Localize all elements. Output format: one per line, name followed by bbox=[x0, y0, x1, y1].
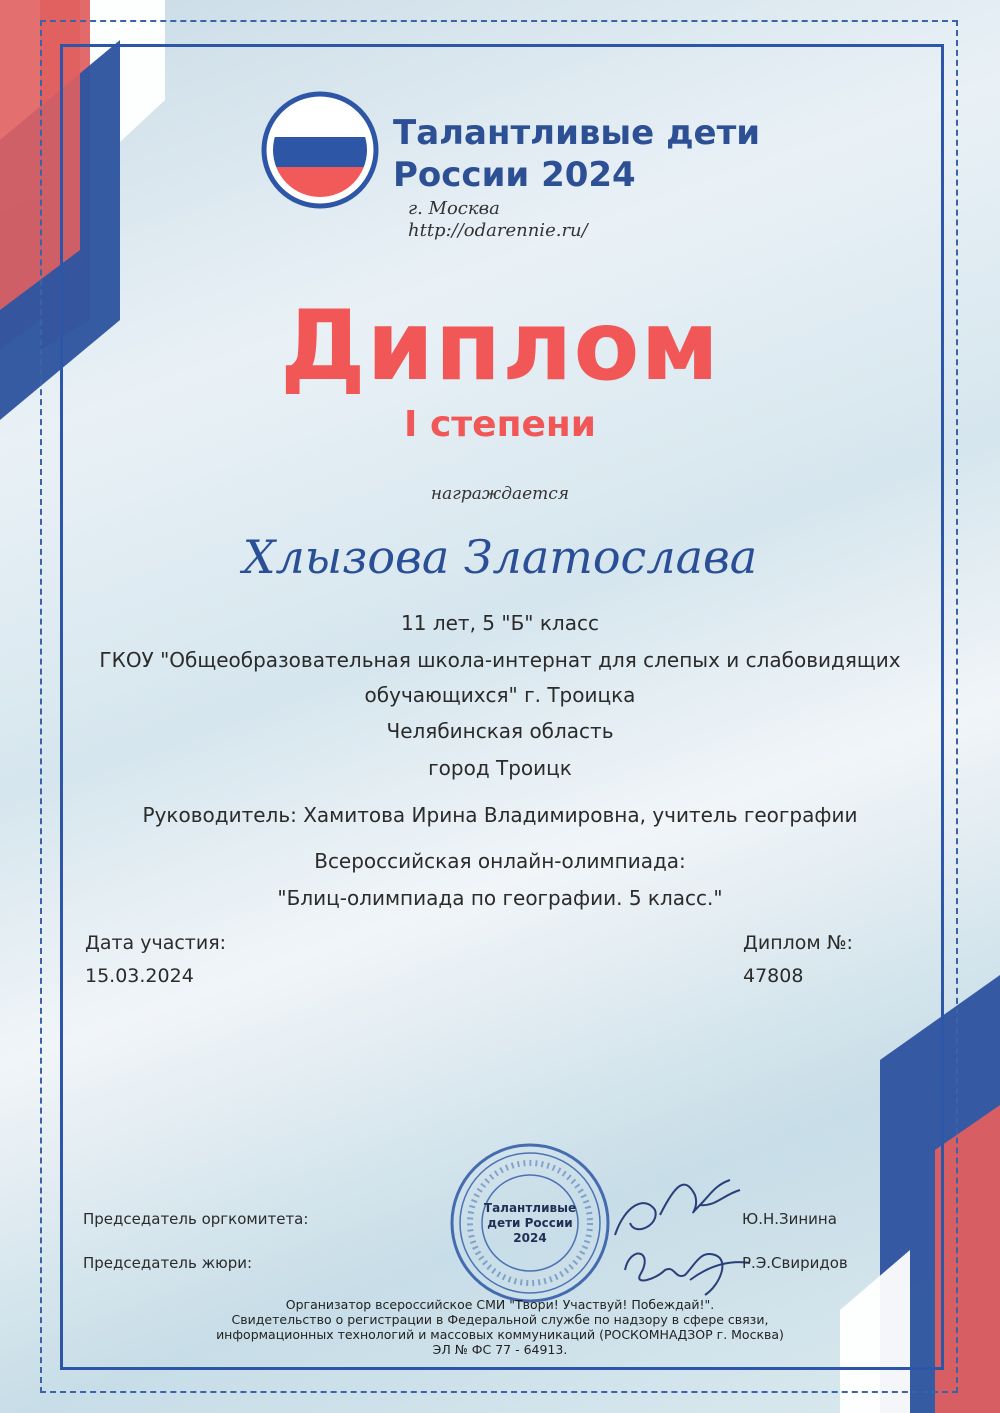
stamp-line2: дети России bbox=[487, 1216, 573, 1230]
chair-jury-name: Р.Э.Свиридов bbox=[742, 1254, 848, 1272]
chair-jury-label: Председатель жюри: bbox=[83, 1254, 253, 1272]
event-line1: Всероссийская онлайн-олимпиада: bbox=[314, 849, 686, 873]
logo-address bbox=[408, 198, 588, 242]
recipient-name: Хлызова Златослава bbox=[242, 530, 758, 584]
russia-flag-logo-icon bbox=[261, 91, 379, 209]
number-value: 47808 bbox=[743, 965, 804, 987]
logo-city: г. Москва bbox=[408, 198, 500, 219]
date-label: Дата участия: bbox=[85, 932, 227, 954]
stamp-line1: Талантливые bbox=[483, 1201, 577, 1215]
chair-org-label: Председатель оргкомитета: bbox=[83, 1210, 309, 1228]
awarded-label: награждается bbox=[430, 484, 570, 504]
school-line2: обучающихся" г. Троицка bbox=[364, 683, 636, 707]
footer bbox=[0, 1297, 1000, 1357]
number-label: Диплом №: bbox=[743, 932, 853, 954]
stamp-line3: 2024 bbox=[513, 1231, 547, 1245]
logo-title-line2: России 2024 bbox=[393, 155, 636, 195]
diploma-degree: I степени bbox=[404, 404, 596, 445]
footer-line1: Организатор всероссийское СМИ "Твори! Участвуй! Побеждай!". bbox=[285, 1297, 715, 1312]
event-line2: "Блиц-олимпиада по географии. 5 класс." bbox=[277, 886, 723, 910]
footer-line2: Свидетельство о регистрации в Федеральной службе по надзору в сфере связи, bbox=[231, 1312, 769, 1327]
logo-title bbox=[393, 112, 760, 196]
age-class: 11 лет, 5 "Б" класс bbox=[401, 611, 599, 635]
signature-chair-jury bbox=[620, 1235, 760, 1305]
footer-line4: ЭЛ № ФС 77 - 64913. bbox=[432, 1342, 568, 1357]
chair-org-name: Ю.Н.Зинина bbox=[742, 1210, 837, 1228]
city: город Троицк bbox=[428, 756, 572, 780]
supervisor: Руководитель: Хамитова Ирина Владимировна, учитель географии bbox=[142, 803, 858, 827]
diploma-title: Диплом bbox=[280, 290, 720, 402]
logo-title-line1: Талантливые дети bbox=[393, 113, 761, 153]
region: Челябинская область bbox=[386, 719, 614, 743]
logo-url[interactable]: http://odarennie.ru/ bbox=[408, 220, 588, 241]
date-value: 15.03.2024 bbox=[85, 965, 194, 987]
signature-chair-org bbox=[605, 1165, 745, 1245]
school-line1: ГКОУ "Общеобразовательная школа-интернат для слепых и слабовидящих bbox=[99, 648, 901, 672]
footer-line3: информационных технологий и массовых коммуникаций (РОСКОМНАДЗОР г. Москва) bbox=[216, 1327, 784, 1342]
stamp-text bbox=[447, 1201, 613, 1246]
